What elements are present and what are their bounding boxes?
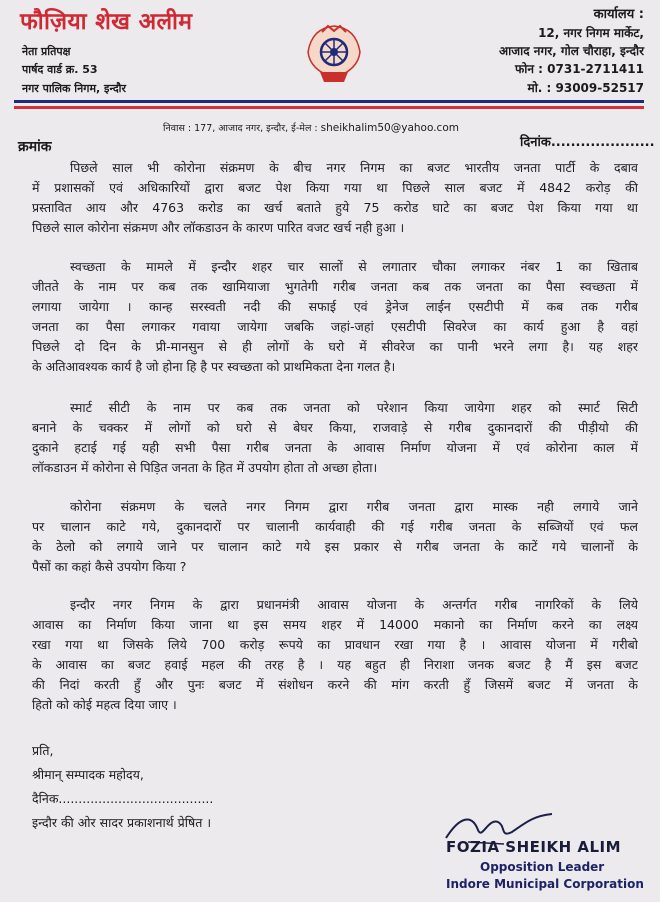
- closing-request: इन्दौर की ओर सादर प्रकाशनार्थ प्रेषित ।: [32, 815, 212, 830]
- signatory-organization: Indore Municipal Corporation: [446, 877, 644, 891]
- party-emblem-icon: [298, 22, 370, 86]
- office-label: कार्यालय :: [593, 7, 644, 22]
- paragraph-budget-last-year: [32, 158, 638, 238]
- closing-dainik: दैनिक.......................................: [32, 791, 214, 806]
- closing-addressee: श्रीमान् सम्पादक महोदय,: [32, 767, 144, 782]
- paragraph-line: के ठेलो को लगाये जाने पर चालान काटे गये इस प्रकार से गरीब जनता के काटें गये चालानों के: [32, 539, 638, 554]
- paragraph-line: स्मार्ट सीटी के नाम पर कब तक जनता को परेशान किया जायेगा शहर को स्मार्ट सिटी: [70, 400, 638, 415]
- paragraph-line: पिछले दो दिन के प्री-मानसुन से ही लोगों के घरो में सीवरेज का पानी भरने लगा है। यह शहर: [32, 339, 638, 354]
- paragraph-line: पर चालान काटे गये, दुकानदारों पर चालानी कार्यवाही की गई गरीब जनता के सब्जियों एवं फल: [32, 519, 638, 534]
- paragraph-line: पैसों का कहां कैसे उपयोग किया ?: [32, 559, 187, 574]
- signatory-title: Opposition Leader: [480, 860, 605, 874]
- date-label: दिनांक.....................: [520, 135, 655, 150]
- office-mobile: मो. : 93009-52517: [527, 81, 644, 95]
- letterhead-name: फौज़िया शेख अलीम: [20, 9, 193, 35]
- paragraph-line: जीतते के नाम पर कब तक खामियाजा भुगतेगी गरीब जनता कब तक जनता का पैसा स्वच्छता में: [32, 279, 638, 294]
- paragraph-corona-challans: [32, 497, 638, 577]
- paragraph-smart-city: [32, 398, 638, 478]
- paragraph-line: दुकाने हटाई गई यही सभी पैसा गरीब जनता के आवास निर्माण योजना में एवं कोरोना काल में: [32, 440, 638, 455]
- paragraph-line: के आवास का बजट हवाई महल की तरह है । यह बहुत ही निराशा जनक बजट है मैं इस बजट: [32, 657, 638, 672]
- paragraph-line: लगाया जायेगा । कान्ह सरस्वती नदी की सफाई एवं ड्रेनेज लाईन एसटीपी में कब तक गरीब: [32, 299, 638, 314]
- paragraph-line: लॉकडाउन में कोरोना से पिड़ित जनता के हित में उपयोग होता तो अच्छा होता।: [32, 460, 378, 475]
- paragraph-line: बनाने के चक्कर में लोगों को घरो से बेघर किया, राजवाड़े से गरीब दुकानदारों की पीड़ीयो की: [32, 420, 638, 435]
- letterhead-corporation: नगर पालिक निगम, इन्दौर: [22, 82, 127, 95]
- office-phone: फोन : 0731-2711411: [514, 62, 644, 76]
- office-address-line2: आजाद नगर, गोल चौराहा, इन्दौर: [498, 44, 644, 58]
- paragraph-line: आवास का निर्माण किया जाना था इस समय शहर में 14000 मकानो का निर्माण करने का लक्ष्य: [32, 617, 638, 632]
- header-rule-red: [14, 106, 644, 109]
- residence-address: निवास : 177, आजाद नगर, इन्दौर, ई-मेल :: [163, 123, 318, 134]
- paragraph-cleanliness: [32, 257, 638, 377]
- header-rule-navy: [14, 100, 644, 103]
- paragraph-line: के अतिआवश्यक कार्य है जो होना हि है पर स्वच्छता को प्राथमिकता देना गलत है।: [32, 359, 396, 374]
- reference-label: क्रमांक: [18, 139, 52, 155]
- paragraph-line: जनता का पैसा लगाकर गवाया जायेगा जबकि जहां-जहां एसटीपी सिवरेज का कार्य हुआ है वहां: [32, 319, 638, 334]
- letterhead-designation: नेता प्रतिपक्ष: [22, 45, 71, 58]
- paragraph-housing-scheme: [32, 595, 638, 715]
- office-address-line1: 12, नगर निगम मार्केट,: [538, 26, 644, 40]
- paragraph-line: हितो को कोई महत्व दिया जाए ।: [32, 697, 177, 712]
- paragraph-line: रखा गया था जिसके लिये 700 करोड़ रूपये का प्रावधान रखा गया है । आवास योजना में गरीबो: [32, 637, 638, 652]
- paragraph-line: स्वच्छता के मामले में इन्दौर शहर चार सालों से लगातार चौका लगाकर नंबर 1 का खिताब: [70, 259, 638, 274]
- paragraph-line: में प्रशासकों एवं अधिकारियों द्वारा बजट पेश किया गया था पिछले साल बजट में 4842 करोड़ की: [32, 180, 638, 195]
- paragraph-line: पिछले साल भी कोरोना संक्रमण के बीच नगर निगम का बजट भारतीय जनता पार्टी के दबाव: [70, 160, 638, 175]
- paragraph-line: इन्दौर नगर निगम के द्वारा प्रधानमंत्री आवास योजना के अन्तर्गत गरीब नागरिकों के लिये: [70, 597, 638, 612]
- paragraph-line: कोरोना संक्रमण के चलते नगर निगम द्वारा गरीब जनता द्वारा मास्क नही लगाये जाने: [70, 499, 638, 514]
- paragraph-line: प्रस्तावित आय और 4763 करोड का खर्च बताते हुये 75 करोड घाटे का बजट पेश किया गया था: [32, 200, 638, 215]
- letterhead-ward: पार्षद वार्ड क्र. 53: [22, 63, 98, 76]
- paragraph-line: पिछले साल कोरोना संक्रमण और लॉकडाउन के कारण पारित वजट खर्च नही हुआ ।: [32, 220, 405, 235]
- email-address: sheikhalim50@yahoo.com: [320, 122, 459, 134]
- paragraph-line: की निदां करती हुँ और पुनः बजट में संशोधन करने की मांग करती हुँ जिसमें बजट में जनता के: [32, 677, 638, 692]
- closing-prati: प्रति,: [32, 743, 54, 758]
- residence-line: [163, 121, 459, 134]
- signatory-name: FOZIA SHEIKH ALIM: [446, 838, 622, 856]
